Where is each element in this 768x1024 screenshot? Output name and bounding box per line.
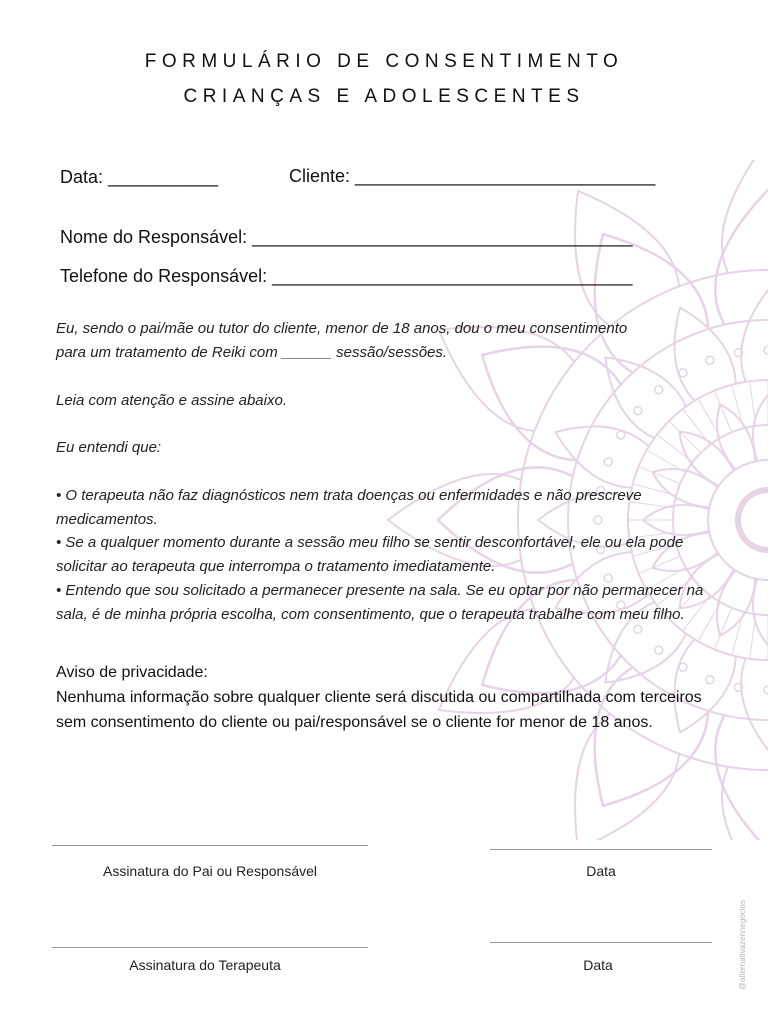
bullet-stay-in-room: • Entendo que sou solicitado a permanecer presente na sala. Se eu optar por não permanecer na sala, é de minha própria escolha, com consentimento, que o terapeuta trabalhe com meu filho. (56, 582, 704, 623)
mandala-shape (679, 369, 687, 377)
guardian-name-field[interactable]: Nome do Responsável: ______________________________________ (60, 227, 633, 247)
date2-line[interactable] (490, 942, 712, 943)
mandala-shape (722, 767, 768, 840)
mandala-shape (706, 356, 714, 364)
privacy-title: Aviso de privacidade: (56, 664, 208, 681)
understood-heading: Eu entendi que: (56, 439, 162, 456)
therapist-signature-label: Assinatura do Terapeuta (129, 957, 281, 973)
bullet-no-diagnosis: • O terapeuta não faz diagnósticos nem trata doenças ou enfermidades e não prescreve medicamentos. (56, 487, 642, 528)
form-subtitle: CRIANÇAS E ADOLESCENTES (183, 86, 585, 107)
guardian-phone-field[interactable]: Telefone do Responsável: ____________________________________ (60, 266, 633, 286)
mandala-shape (732, 385, 744, 428)
date1-line[interactable] (490, 849, 712, 850)
mandala-shape (634, 625, 642, 633)
mandala-shape (764, 686, 768, 694)
mandala-shape (732, 612, 744, 655)
consent-paragraph: Eu, sendo o pai/mãe ou tutor do cliente, menor de 18 anos, dou o meu consentimento para um tratamento de Reiki com ______ sessão/sessões. (56, 320, 628, 361)
date1-label: Data (586, 863, 616, 879)
mandala-shape (655, 646, 663, 654)
instruction-text: Leia com atenção e assine abaixo. (56, 392, 287, 409)
mandala-shape (741, 658, 768, 750)
parent-signature-label: Assinatura do Pai ou Responsável (102, 863, 318, 879)
form-title: FORMULÁRIO DE CONSENTIMENTO (144, 51, 624, 72)
date-field[interactable]: Data: ___________ (60, 167, 219, 187)
date2-label: Data (583, 957, 613, 973)
privacy-text: Nenhuma informação sobre qualquer cliente será discutida ou compartilhada com terceiros sem consentimento do cliente ou pai/responsável se o cliente for menor de 18 anos. (56, 689, 702, 731)
bullet-stop-treatment: • Se a qualquer momento durante a sessão meu filho se sentir desconfortável, ele ou ela pode solicitar ao terapeuta que interrompa o tratamento imediatamente. (56, 534, 684, 575)
client-field[interactable]: Cliente: ______________________________ (289, 166, 656, 186)
mandala-shape (753, 579, 768, 645)
mandala-shape (764, 346, 768, 354)
parent-signature-line[interactable] (52, 845, 368, 846)
mandala-shape (753, 395, 768, 461)
mandala-shape (741, 290, 768, 382)
mandala-shape (750, 381, 756, 426)
watermark: @alternativazennegocios (738, 900, 747, 990)
mandala-shape (750, 614, 756, 659)
therapist-signature-line[interactable] (52, 947, 368, 948)
mandala-shape (738, 490, 768, 550)
